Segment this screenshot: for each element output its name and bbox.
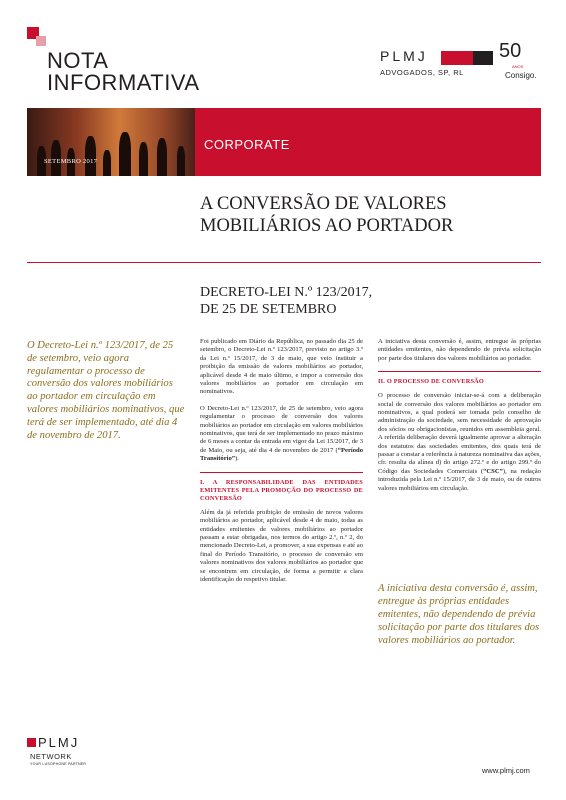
footer-partner: YOUR LUSOPHONE PARTNER <box>30 762 87 766</box>
intro-text: O Decreto-Lei n.º 123/2017, de 25 de setembro, veio agora regulamentar o processo de conversão dos valores mobiliários ao portador em circulação em valores mobiliários nominativos, que terá de ser implementado, até dia 4 de novembro de 2017. <box>27 340 185 441</box>
banner-photo <box>27 108 195 176</box>
col2-paragraph-2: O processo de conversão iniciar-se-á com a deliberação social de conversão dos valores mobiliários ao portador em nominativos, a qual poderá ser tomada pelo conselho de administração da sociedade, sem necessidade de aprovação dos sócios ou obrigacionistas, reunidos em assembleia geral. A referida deliberação deverá igualmente aprovar a alteração dos estatutos das sociedades emitentes, dos quais terá de passar a constar a referência à natureza nominativa das ações, cfr. resulta da alínea d) do artigo 272.º e do artigo 299.º do Código das Sociedades Comerciais (“CSC”), na redação introduzida pela Lei n.º 15/2017, de 3 de maio, ou de outros valores mobiliários em circulação. <box>378 392 541 492</box>
anniversary-sub: ANOS <box>512 64 524 69</box>
informativa-label: INFORMATIVA <box>47 70 200 95</box>
firm-subtitle: ADVOGADOS, SP, RL <box>380 68 464 77</box>
footer-logo-name: PLMJ <box>38 735 80 750</box>
pull-quote: A iniciativa desta conversão é, assim, entregue às próprias entidades emitentes, não dependendo de prévia solicitação por parte dos titulares dos valores mobiliários ao portador. <box>378 583 540 646</box>
column-2 <box>378 338 541 501</box>
subtitle-line-1: DECRETO-LEI N.º 123/2017, <box>200 285 373 300</box>
page-subtitle <box>200 284 540 318</box>
col2-paragraph-1: A iniciativa desta conversão é, assim, entregue às próprias entidades emitentes, não dependendo de prévia solicitação por parte dos titulares dos valores mobiliários ao portador. <box>378 338 541 362</box>
page-title: A CONVERSÃO DE VALORES MOBILIÁRIOS AO PORTADOR <box>200 194 454 236</box>
firm-logo-red-bar <box>441 51 473 65</box>
section-divider <box>378 371 541 372</box>
footer-network: NETWORK <box>30 752 72 761</box>
section-2-heading: II. O PROCESSO DE CONVERSÃO <box>378 378 484 386</box>
col1-paragraph-1: Foi publicado em Diário da República, no passado dia 25 de setembro, o Decreto-Lei n.º 123/2017, previsto no artigo 3.º da Lei n.º 15/2017, de 3 de maio, que veio instituir a proibição da emissão de valores mobiliários ao portador, aplicável desde 4 de maio último, e impor a conversão dos valores mobiliários ao portador em circulação em nominativos. <box>200 338 363 396</box>
column-1 <box>200 338 363 592</box>
col1-paragraph-3: Além da já referida proibição de emissão de novos valores mobiliários ao portador, aplicável desde 4 de maio, todas as entidades emitentes de valores mobiliários ao portador passam a estar obrigadas, nos termos do artigo 2.º, n.º 2, do mencionado Decreto-Lei, a promover, a sua expensas e até ao final do Período Transitório, o processo de conversão em valores nominativos dos valores mobiliários ao portador que se encontrem em circulação, de forma a permitir a clara identificação do respetivo titular. <box>200 508 363 583</box>
subtitle-line-2: DE 25 DE SETEMBRO <box>200 302 337 317</box>
anniversary-logo: 50 <box>499 40 522 62</box>
firm-logo-name: PLMJ <box>380 48 428 64</box>
section-divider <box>200 472 363 473</box>
date-label: SETEMBRO 2017 <box>44 158 98 165</box>
consigo-label: Consigo. <box>505 71 537 80</box>
title-divider <box>27 262 541 263</box>
website-link[interactable]: www.plmj.com <box>482 766 530 775</box>
logo-square-pink <box>36 36 46 46</box>
firm-logo-black-bar <box>473 51 493 65</box>
footer-logo-square <box>27 738 36 747</box>
nota-label: NOTA <box>47 48 109 73</box>
col1-paragraph-2: O Decreto-Lei n.º 123/2017, de 25 de setembro, veio agora regulamentar o processo de conversão dos valores mobiliários ao portador em circulação em valores mobiliários nominativos, que terá de ser implementado no prazo máximo de 6 meses a contar da entrada em vigor da Lei 15/2017, de 3 de Maio, ou seja, até dia 4 de novembro de 2017 (“Período Transitório”). <box>200 404 363 463</box>
section-label: CORPORATE <box>204 137 290 152</box>
section-1-heading: I. A RESPONSABILIDADE DAS ENTIDADES EMITENTES PELA PROMOÇÃO DO PROCESSO DE CONVERSÃO <box>200 478 363 502</box>
